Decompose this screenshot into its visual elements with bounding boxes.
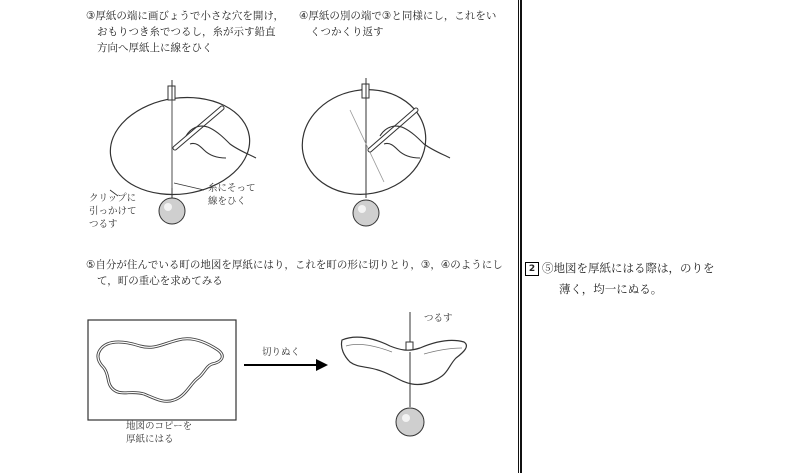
cardboard-sheet bbox=[88, 320, 236, 420]
side-note-line-2: 薄く，均一にぬる。 bbox=[559, 282, 663, 296]
step5-line-2: て，町の重心を求めてみる bbox=[97, 275, 223, 287]
cut-out-label: 切りぬく bbox=[262, 347, 301, 358]
step3-label-clip bbox=[89, 192, 137, 231]
side-note bbox=[525, 258, 715, 300]
step5-line-1: ⑤自分が住んでいる町の地図を厚紙にはり，これを町の形に切りとり，③，④のようにし bbox=[86, 259, 503, 271]
step3-label-line-1: 糸にそって bbox=[208, 183, 256, 194]
side-note-text-1: ⑤地図を厚紙にはる際は，のりを bbox=[542, 261, 715, 275]
step3-line-1: ③厚紙の端に画びょうで小さな穴を開け， bbox=[86, 10, 284, 22]
step3-instruction bbox=[86, 8, 284, 56]
step4-illustration bbox=[296, 78, 496, 238]
step4-weight bbox=[353, 200, 379, 226]
side-note-line-1 bbox=[525, 258, 715, 279]
map-on-cardboard bbox=[88, 320, 248, 430]
step3-label-line bbox=[208, 182, 256, 208]
hanging-town-cutout bbox=[338, 312, 488, 452]
note-number-badge: 2 bbox=[525, 262, 539, 276]
step4-line-2: くつかくり返す bbox=[310, 26, 384, 38]
step3-label-clip-2: 引っかけて bbox=[89, 206, 137, 217]
step4-previous-line bbox=[350, 110, 384, 182]
step3-weight bbox=[159, 198, 185, 224]
step3-line-2: おもりつき糸でつるし，糸が示す鉛直 bbox=[97, 26, 276, 38]
step4-instruction bbox=[299, 8, 496, 40]
step5-label-map-1: 地図のコピーを bbox=[126, 421, 193, 432]
step3-label-clip-3: つるす bbox=[89, 219, 118, 230]
step4-line-1: ④厚紙の別の端で③と同様にし，これをい bbox=[299, 10, 497, 22]
step4-cardboard bbox=[294, 80, 434, 204]
right-arrow-icon bbox=[244, 358, 334, 372]
step3-label-line-2: 線をひく bbox=[208, 196, 247, 207]
step3-line-3: 方向へ厚紙上に線をひく bbox=[97, 42, 213, 54]
hang-label: つるす bbox=[424, 313, 453, 324]
step5-instruction bbox=[86, 257, 503, 289]
step5-label-map-2: 厚紙にはる bbox=[126, 434, 174, 445]
hanging-weight bbox=[396, 408, 424, 436]
step5-label-map bbox=[126, 420, 192, 446]
column-divider bbox=[518, 0, 522, 473]
step3-label-clip-1: クリップに bbox=[89, 193, 137, 204]
